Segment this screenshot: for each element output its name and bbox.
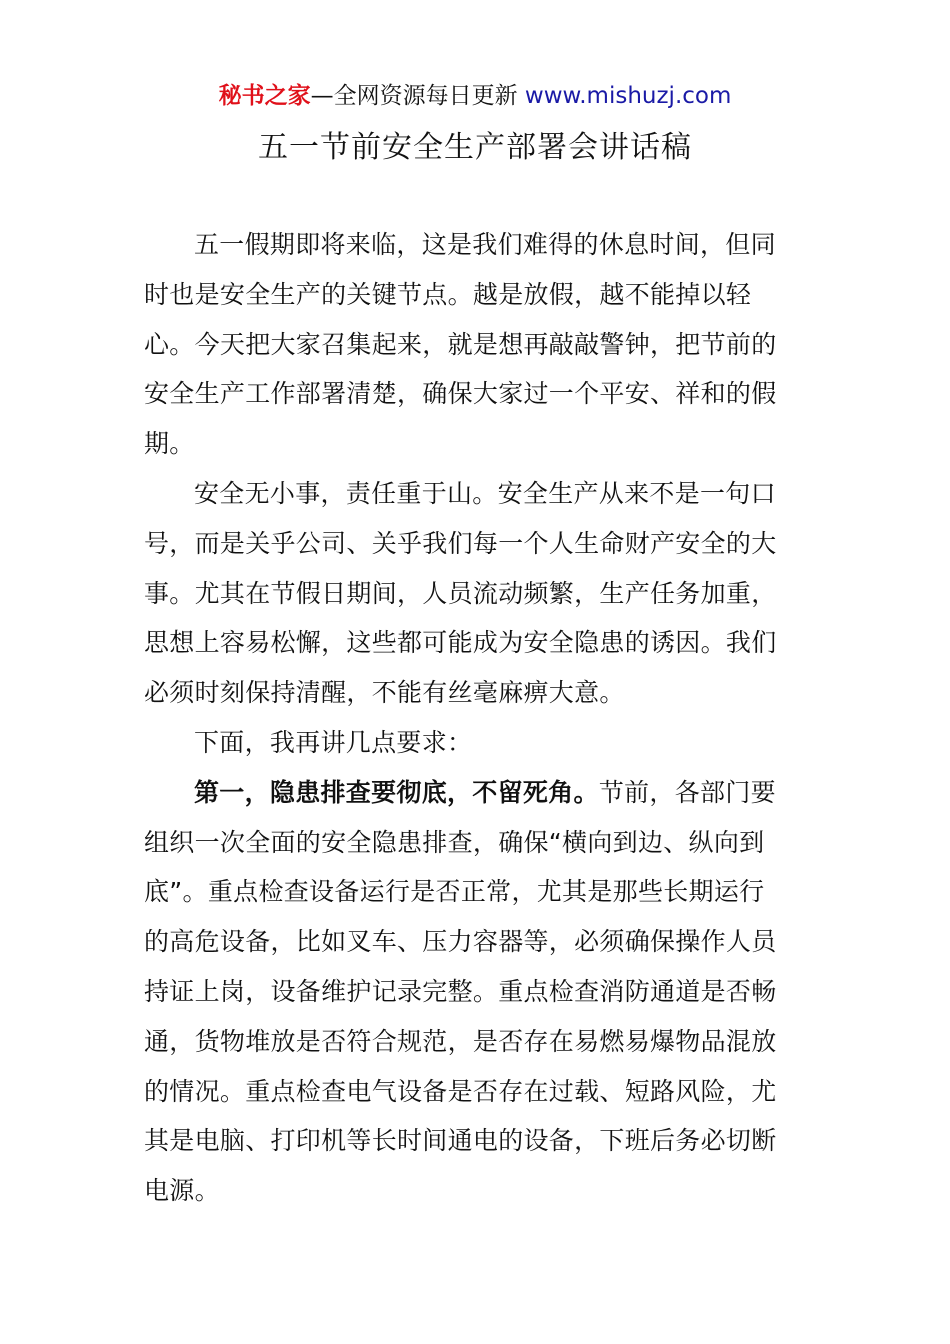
brand-name: 秘书之家	[218, 83, 311, 109]
text-line: 安全生产工作部署清楚，确保大家过一个平安、祥和的假	[144, 379, 777, 409]
paragraph	[144, 469, 808, 718]
text-line: 五一假期即将来临，这是我们难得的休息时间，但同	[194, 230, 776, 259]
header-tagline: —全网资源每日更新	[310, 83, 525, 109]
text-line: 必须时刻保持清醒，不能有丝毫麻痹大意。	[144, 678, 625, 708]
document-body	[144, 220, 808, 1216]
text-line: 通，货物堆放是否符合规范，是否存在易燃易爆物品混放	[144, 1026, 777, 1056]
text-line: 的情况。重点检查电气设备是否存在过载、短路风险，尤	[144, 1076, 777, 1106]
text-line: 其是电脑、打印机等长时间通电的设备，下班后务必切断	[144, 1126, 777, 1156]
text-line: 号，而是关乎公司、关乎我们每一个人生命财产安全的大	[144, 528, 777, 558]
text-line: 思想上容易松懈，这些都可能成为安全隐患的诱因。我们	[144, 628, 777, 658]
text-line: 组织一次全面的安全隐患排查，确保“横向到边、纵向到	[144, 827, 765, 857]
text-line: 电源。	[144, 1176, 220, 1206]
site-url: www.mishuzj.com	[524, 83, 732, 109]
text-line: 时也是安全生产的关键节点。越是放假，越不能掉以轻	[144, 279, 752, 309]
text-line	[144, 768, 808, 818]
paragraph	[144, 768, 808, 1216]
text-line: 事。尤其在节假日期间，人员流动频繁，生产任务加重，	[144, 578, 777, 608]
site-header	[0, 80, 950, 112]
text-line: 期。	[144, 429, 195, 459]
text-fragment: 节前，各部门要	[598, 777, 776, 807]
text-line: 下面，我再讲几点要求：	[194, 727, 473, 757]
document-title: 五一节前安全生产部署会讲话稿	[258, 130, 692, 165]
point-heading: 第一，隐患排查要彻底，不留死角。	[194, 777, 599, 807]
text-line: 的高危设备，比如叉车、压力容器等，必须确保操作人员	[144, 927, 777, 957]
text-line: 安全无小事，责任重于山。安全生产从来不是一句口	[194, 478, 776, 508]
text-line: 底”。重点检查设备运行是否正常，尤其是那些长期运行	[144, 877, 765, 907]
paragraph	[144, 220, 808, 469]
text-line: 持证上岗，设备维护记录完整。重点检查消防通道是否畅	[144, 976, 777, 1006]
text-line: 心。今天把大家召集起来，就是想再敲敲警钟，把节前的	[144, 329, 777, 359]
paragraph	[144, 718, 808, 768]
